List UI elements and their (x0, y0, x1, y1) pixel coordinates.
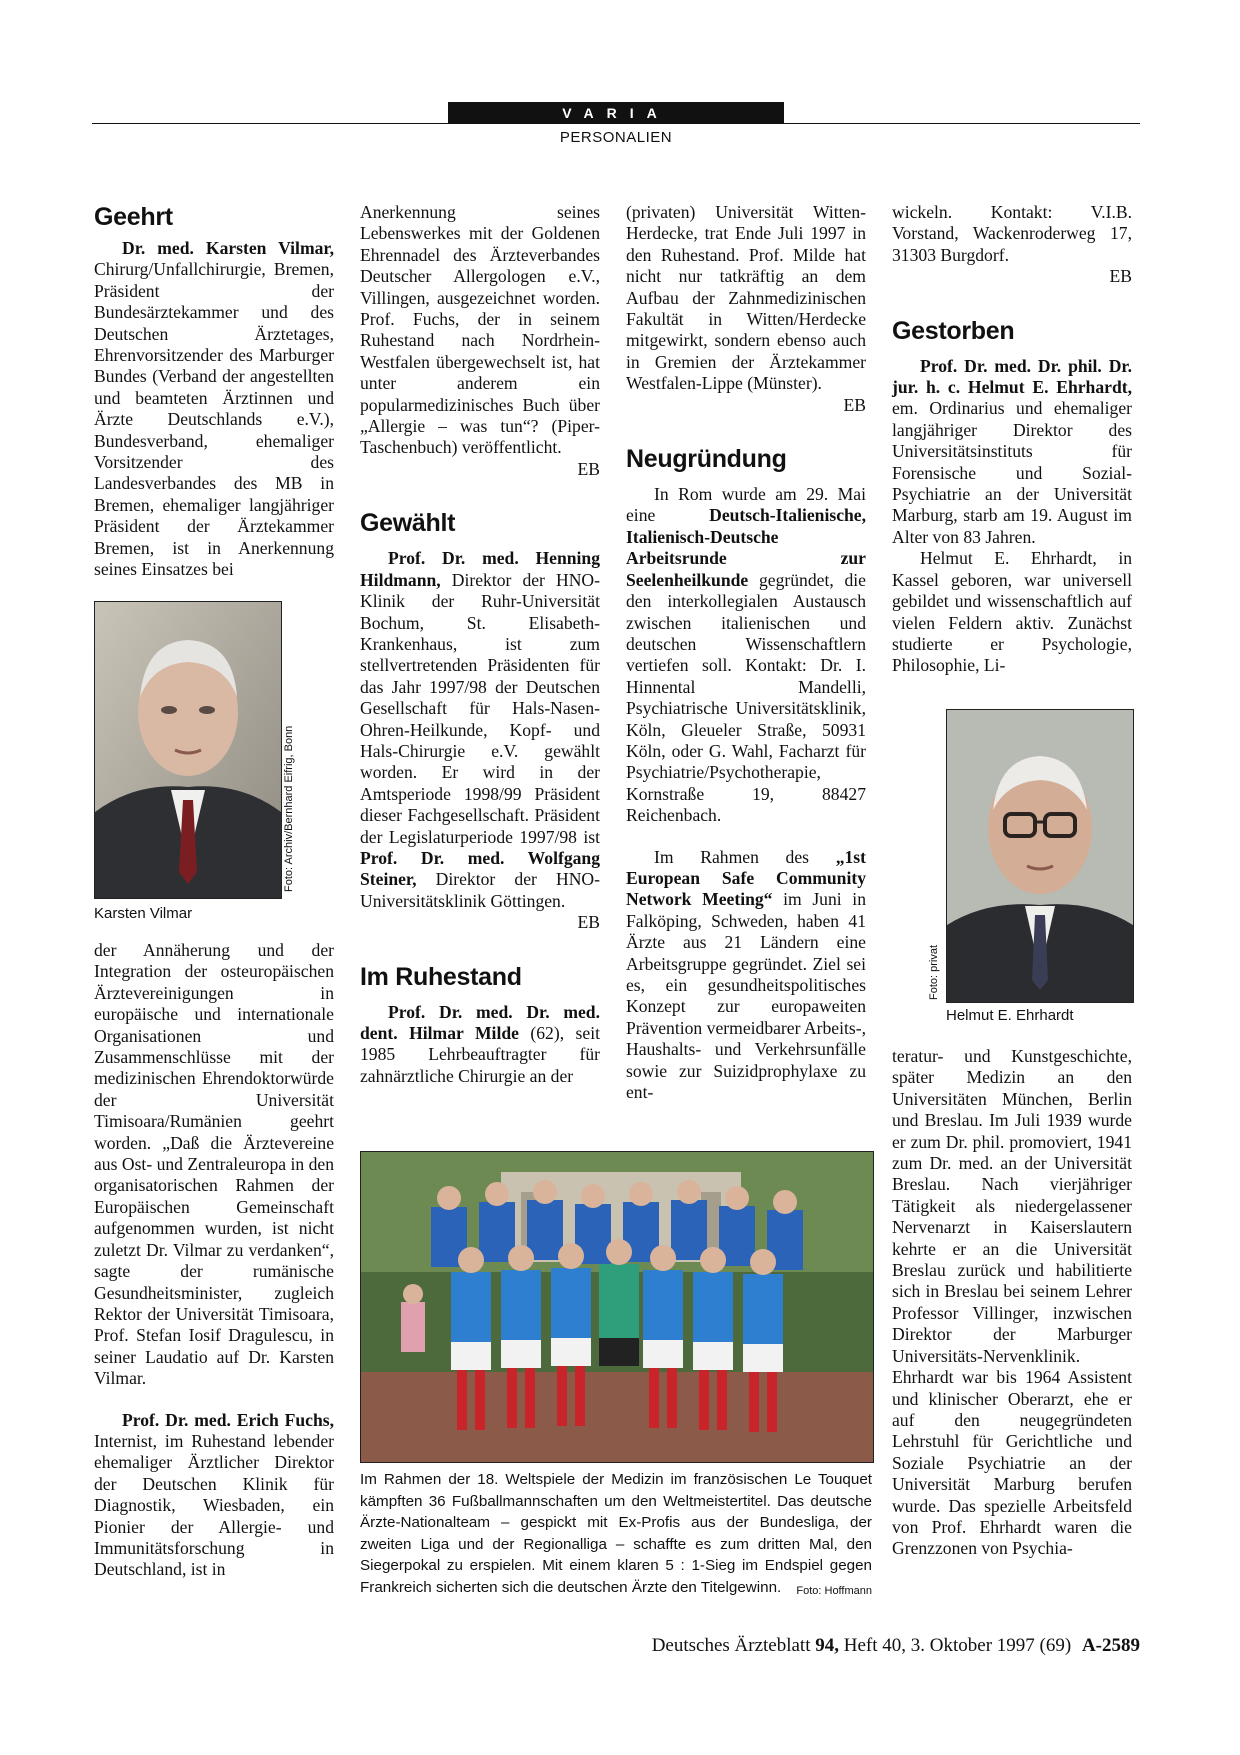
page-number: A-2589 (1081, 1635, 1140, 1656)
photo-credit-vilmar: Foto: Archiv/Bernhard Eifrig, Bonn (283, 725, 295, 892)
signature-eb: EB (1109, 266, 1132, 287)
photo-karsten-vilmar (94, 601, 282, 899)
bold-name-run: Prof. Dr. med. Dr. med. dent. Hilmar Milde (360, 1001, 600, 1043)
caption-team-text: Im Rahmen der 18. Weltspiele der Medizin im französischen Le Touquet kämpften 36 Fußballmannschaften um den Weltmeistertitel. Das deutsche Ärzte-Nationalteam – gespickt mit Ex-Profis aus der Bundesliga, der zweiten Liga und der Regionalliga – schaffte es zum dritten Mal, den Siegerpokal zu erspielen. Mit einem klaren 5 : 1-Sieg im Endspiel gegen Frankreich sicherten sich die deutschen Ärzte den Titelgewinn. (360, 1471, 872, 1596)
paragraph-arbeitsrunde (626, 484, 866, 827)
bold-name-run: Prof. Dr. med. Wolfgang Steiner, (360, 847, 600, 890)
column-4-continued (892, 1046, 1132, 1560)
journal-issue: Heft 40, 3. Oktober 1997 (69) (843, 1635, 1072, 1656)
team-photo-image (361, 1152, 873, 1462)
journal-name: Deutsches Ärzteblatt (651, 1635, 811, 1656)
paragraph-fuchs-continued: Anerkennung seines Lebenswerkes mit der Goldenen Ehrennadel des Ärzteverbandes Deutscher Allergologen e.V., Villingen, ausgezeichnet worden. Prof. Fuchs, der in seinem Ruhestand nach Nordrhein-Westfalen übergewechselt ist, hat unter anderem ein popularmedizinisches Buch über „Allergie – was tun“? (Piper-Taschenbuch) veröffentlicht. (360, 202, 600, 458)
paragraph-safe-community (626, 847, 866, 1104)
caption-team-photo (360, 1469, 872, 1603)
photo-helmut-ehrhardt (946, 709, 1134, 1003)
portrait-image (95, 602, 281, 898)
paragraph-hildmann (360, 548, 600, 912)
column-2 (360, 202, 600, 1087)
heading-im-ruhestand: Im Ruhestand (360, 962, 522, 991)
text-run: Im Rahmen des (654, 846, 836, 867)
heading-neugruendung: Neugründung (626, 445, 787, 474)
text-run: (62), seit 1985 Lehrbeauftragter für zahnärztliche Chirurgie an der (360, 1023, 600, 1086)
text-run: im Juni in Falköping, Schweden, haben 41 Ärzte aus 21 Ländern eine Arbeitsgruppe gegründet. Ziel sei es, ein gesundheitspolitisches Konzept zur europaweiten Prävention vermeidbarer Arbeits-, Haushalts- und Verkehrsunfälle sowie zur Suizidprophylaxe zu ent- (626, 889, 866, 1103)
column-1 (94, 202, 334, 581)
paragraph-ehrhardt (892, 356, 1132, 549)
photo-aerzte-nationalteam (360, 1151, 874, 1463)
photo-credit-hoffmann: Foto: Hoffmann (796, 1584, 872, 1597)
section-subheader: PERSONALIEN (559, 129, 673, 146)
bold-name-run: „1st European Safe Community Network Meeting“ (626, 846, 866, 910)
paragraph-vilmar (94, 238, 334, 581)
photo-credit-ehrhardt: Foto: privat (928, 944, 940, 1000)
paragraph-safe-community-continued: wickeln. Kontakt: V.I.B. Vorstand, Wackenroderweg 17, 31303 Burgdorf. (892, 202, 1132, 265)
column-1-continued (94, 940, 334, 1581)
bold-name-run: Prof. Dr. med. Erich Fuchs, (122, 1409, 334, 1430)
text-run: Direktor der HNO-Klinik der Ruhr-Universität Bochum, St. Elisabeth-Krankenhaus, ist zum stellvertretenden Präsidenten für das Jahr 1997/98 der Deutschen Gesellschaft für Hals-Nasen-Ohren-Heilkunde, Kopf- und Hals-Chirurgie e.V. gewählt worden. Er wird in der Amtsperiode 1998/99 Präsident dieser Fachgesellschaft. Präsident der Legislaturperiode 1997/98 ist (360, 569, 600, 847)
text-run: In Rom wurde am 29. Mai eine (626, 484, 866, 526)
heading-gestorben: Gestorben (892, 316, 1015, 345)
text-run: Internist, im Ruhestand lebender ehemaliger Ärztlicher Direktor der Deutschen Klinik für Diagnostik, Wiesbaden, ein Pionier der Allergie- und Immunitätsforschung in Deutschland, ist in (94, 1430, 334, 1580)
portrait-image (947, 710, 1133, 1002)
journal-volume: 94, (815, 1635, 839, 1656)
signature-eb: EB (577, 912, 600, 933)
caption-karsten-vilmar: Karsten Vilmar (94, 905, 193, 922)
bold-name-run: Prof. Dr. med. Henning Hildmann, (360, 548, 600, 590)
text-run: Chirurg/Unfallchirurgie, Bremen, Präsident der Bundesärztekammer und des Deutschen Ärztetages, Ehrenvorsitzender des Marburger Bundes (Verband der angestellten und beamteten Ärztinnen und Ärzte Deutschlands e.V.), Bundesverband, ehemaliger Vorsitzender des Landesverbandes des MB in Bremen, ehemaliger langjähriger Präsident der Ärztekammer Bremen, ist in Anerkennung seines Einsatzes bei (94, 259, 334, 580)
text-run: em. Ordinarius und ehemaliger langjähriger Direktor des Universitätsinstituts für Forensische und Sozial-Psychiatrie an der Universität Marburg, starb am 19. August im Alter von 83 Jahren. (892, 398, 1132, 547)
column-3 (626, 202, 866, 1103)
heading-gewaehlt: Gewählt (360, 509, 456, 538)
text-run: Direktor der HNO-Universitätsklinik Göttingen. (360, 869, 600, 911)
paragraph-ehrhardt-continued: teratur- und Kunstgeschichte, später Medizin an den Universitäten München, Berlin und Breslau. Im Juli 1939 wurde er zum Dr. phil. promoviert, 1941 zum Dr. med. an der Universität Breslau. Nach vierjähriger Tätigkeit als niedergelassener Nervenarzt in Kaiserslautern kehrte er an die Universität Breslau zurück und habilitierte sich in Breslau bei seinem Lehrer Professor Villinger, inzwischen Direktor der Marburger Universitäts-Nervenklinik. Ehrhardt war bis 1964 Assistent und klinischer Oberarzt, ehe er auf den neugegründeten Lehrstuhl für Gerichtliche und Soziale Psychiatrie an der Universität Marburg berufen wurde. Das spezielle Arbeitsfeld von Prof. Ehrhardt waren die Grenzzonen von Psychia- (892, 1046, 1132, 1559)
section-header: VARIA (448, 102, 784, 124)
bold-name-run: Deutsch-Italienische, Italienisch-Deutsche Arbeitsrunde zur Seelenheilkunde (626, 505, 866, 590)
paragraph-vilmar-continued: der Annäherung und der Integration der osteuropäischen Ärztevereinigungen in europäische und internationale Organisationen und Zusammenschlüsse mit der medizinischen Ehrendoktorwürde der Universität Timisoara/Rumänien geehrt worden. „Daß die Ärztevereine aus Ost- und Zentraleuropa in den organisatorischen Rahmen der Europäischen Gemeinschaft aufgenommen wurden, ist nicht zuletzt Dr. Vilmar zu verdanken“, sagte der rumänische Gesundheitsminister, zugleich Rektor der Universität Timisoara, Prof. Stefan Iosif Dragulescu, in seiner Laudatio auf Dr. Karsten Vilmar. (94, 940, 334, 1389)
signature-eb: EB (577, 458, 600, 479)
column-4 (892, 202, 1132, 677)
paragraph-milde-continued: (privaten) Universität Witten-Herdecke, trat Ende Juli 1997 in den Ruhestand. Prof. Milde hat nicht nur tatkräftig an dem Aufbau der Zahnmedizinischen Fakultät in Witten/Herdecke mitgewirkt, sondern ebenso auch in Gremien der Ärztekammer Westfalen-Lippe (Münster). (626, 202, 866, 394)
paragraph-fuchs (94, 1410, 334, 1581)
page-footer (652, 1635, 1140, 1657)
signature-eb: EB (843, 394, 866, 415)
paragraph-milde (360, 1002, 600, 1088)
heading-geehrt: Geehrt (94, 203, 173, 231)
bold-name-run: Prof. Dr. med. Dr. phil. Dr. jur. h. c. Helmut E. Ehrhardt, (892, 355, 1132, 398)
bold-name-run: Dr. med. Karsten Vilmar, (122, 238, 334, 258)
text-run: gegründet, die den interkollegialen Austausch zwischen italienischen und deutschen Wissenschaftlern vertiefen soll. Kontakt: Dr. I. Hinnental Mandelli, Psychiatrische Universitätsklinik, Köln, Gleueler Straße, 50931 Köln, oder G. Wahl, Facharzt für Psychiatrie/Psychotherapie, Kornstraße 19, 88427 Reichenbach. (626, 569, 866, 826)
header-rule (92, 123, 1140, 124)
caption-helmut-ehrhardt: Helmut E. Ehrhardt (946, 1007, 1074, 1024)
paragraph-ehrhardt-bio: Helmut E. Ehrhardt, in Kassel geboren, war universell gebildet und wissenschaftlich auf vielen Feldern aktiv. Zunächst studierte er Psychologie, Philosophie, Li- (892, 548, 1132, 676)
